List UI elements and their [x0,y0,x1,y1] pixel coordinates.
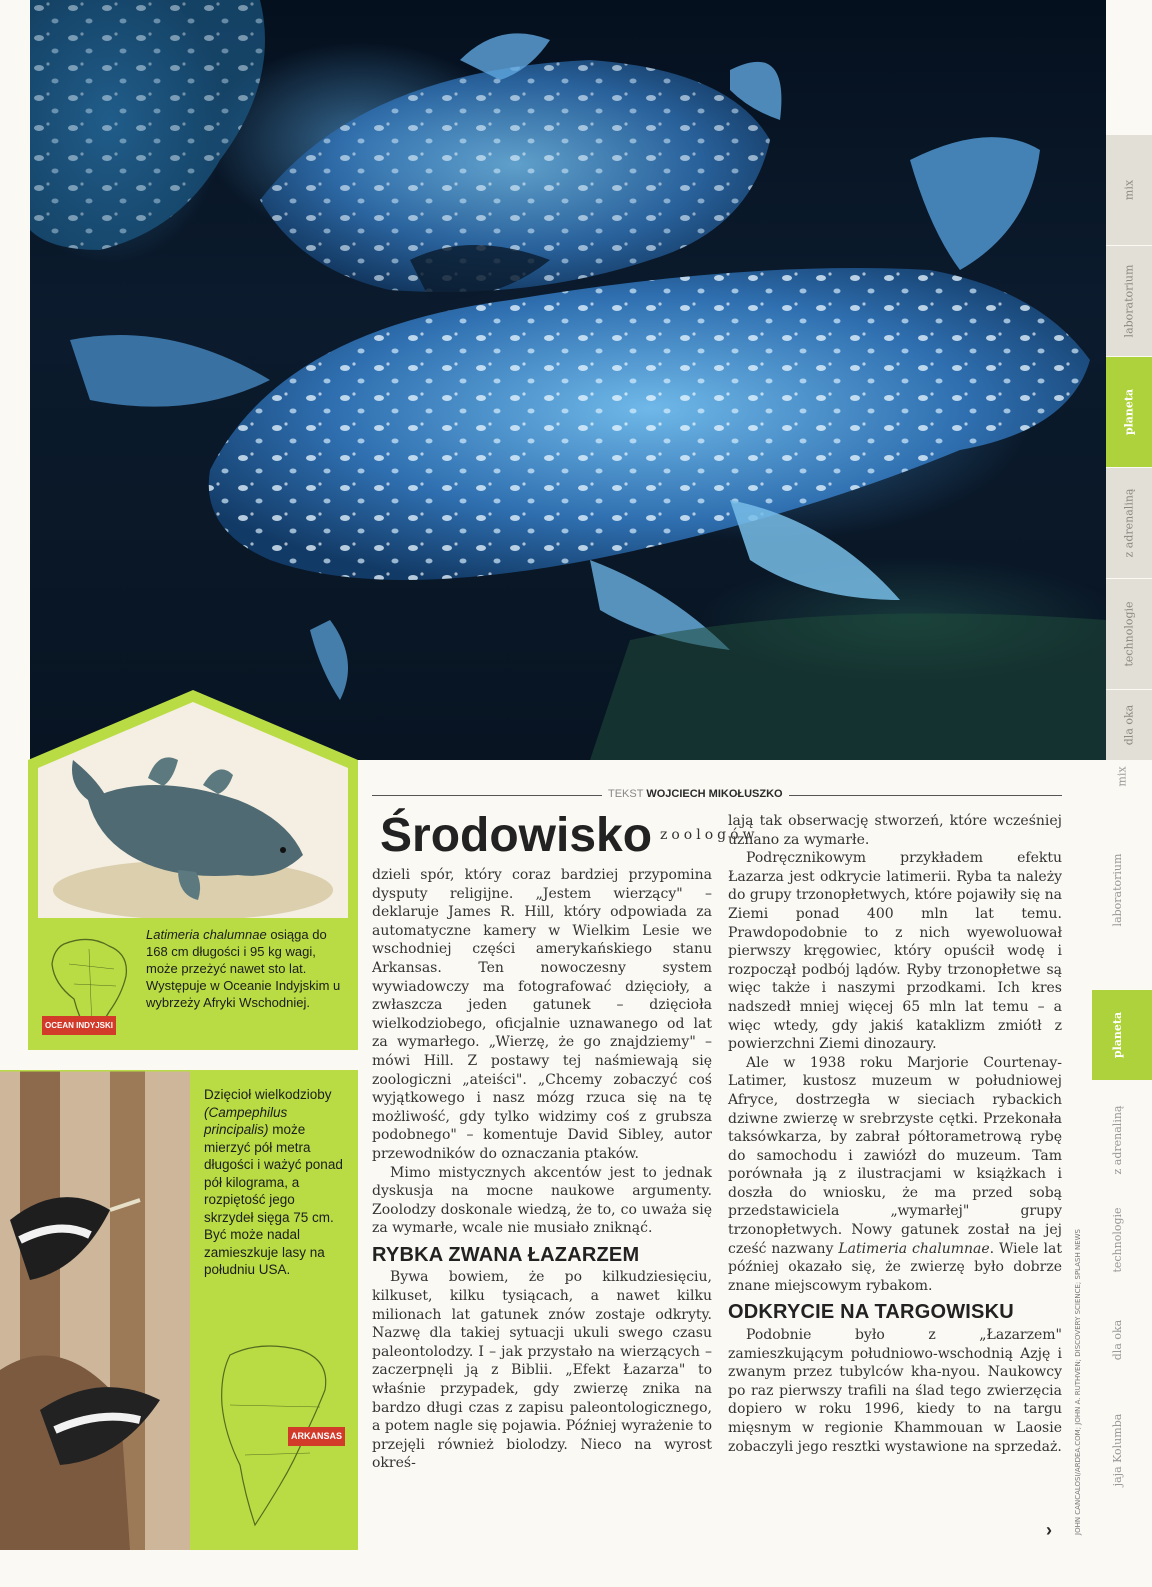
paragraph: Ale w 1938 roku Marjorie Courtenay-Latimer, kustosz muzeum w południowej Afryce, dostrzegła w sieciach rybackich dziwne zwierzę w srebrzyste cętki. Przekonała taksówkarza, by zabrał półtorametrową rybę do samochodu i zawiózł do muzeum. Tam porównała ją z ilustracjami w książkach i doszła do wniosku, że ma przed sobą przedstawiciela „wymarłej" grupy trzonopłetwych. Nowy gatunek został na jej cześć nazwany Latimeria chalumnae. Wiele lat później okazało się, że zwierzę było dobrze znane miejscowym rybakom. [728,1054,1062,1294]
article-column-1 [372,808,759,1553]
paragraph: Bywa bowiem, że po kilkudziesięciu, kilkuset, kilku tysiącach, a nawet kilku milionach lat gatunek znów zostaje odkryty. Nazwę dla takiej sytuacji ukuli swego czasu paleontolodzy. I – jak przystało na wierzących – zaczerpnęli ją z Biblii. „Efekt Łazarza" to właśnie przypadek, gdy zwierzę znika na bardzo długi czas z zapisu paleontologicznego, a potem nagle się pojawia. Później wyrażenie to przejęli również biolodzy. Nieco na wyrost okreś- [372,1269,712,1472]
paragraph: dzieli spór, który coraz bardziej przypomina dysputy religijne. „Jestem wierzący" – deklaruje James R. Hill, który odpowiada za automatyczne kamery w Wielkim Lesie we wschodniej części amerykańskiego stanu Arkansas. Ten nowoczesny system wywiadowczy ma fotografować dzięcioły, a zwłaszcza jeden gatunek – dzięcioła wielkodziobego, oficjalnie uznawanego od lat za wymarłego. „Wierzę, że go znajdziemy" – mówi Hill. Z postawy tej naśmiewają się zoologiczni „ateiści". „Chcemy zobaczyć coś wyjątkowego i nasz mózg rzuca się na tę możliwość, gdy tylko widzimy coś z grubsza podobnego" – komentuje David Sibley, autor przewodników do oznaczania ptaków. [372,867,712,1162]
tab-adrenalina-lower[interactable]: z adrenaliną [1111,1105,1124,1175]
tab-dla-oka[interactable]: dla oka [1106,690,1152,761]
species-name: Latimeria chalumnae [838,1240,990,1257]
paragraph: lają tak obserwację stworzeń, które wcześniej uznano za wymarłe. [728,813,1062,848]
coelacanth-box [28,690,358,1050]
paragraph: Podobnie było z „Łazarzem" zamieszkującym południowo-wschodnią Azję i zwanym przez tubylców kha-nyou. Naukowcy po raz pierwszy trafili na ślad tego zwierzęcia dopiero w roku 1996, kiedy to na targu mięsnym w regionie Khammouan w Laosie zobaczyli jego resztki wystawione na sprzedaż. [728,1327,1062,1455]
hero-photo-coelacanth [30,0,1106,760]
tab-technologie-lower[interactable]: technologie [1111,1207,1124,1273]
woodpecker-caption-a: Dzięcioł wielkodzioby [204,1087,332,1102]
tab-jaja-kolumba[interactable]: jaja Kolumba [1111,1413,1124,1487]
byline-row [372,788,1062,802]
article-title: Środowisko [380,809,653,862]
woodpecker-species: (Campephilus principalis) [204,1104,288,1137]
woodpecker-box [0,1070,358,1550]
byline-author: WOJCIECH MIKOŁUSZKO [646,788,783,800]
photo-credit: JOHN CANCALOSI/ARDEA.COM; JOHN A. RUTHVEN; DISCOVERY SCIENCE; SPLASH NEWS [1074,1229,1082,1535]
woodpecker-caption-b: może mierzyć pół metra długości i ważyć ponad pół kilograma, a rozpiętość jego skrzydeł sięga 75 cm. Być może nadal zamieszkuje lasy na południu USA. [204,1122,343,1277]
side-index-lower [1098,760,1152,1560]
article-column-2 [728,812,1062,1557]
map-label-indian-ocean: OCEAN INDYJSKI [42,1016,116,1035]
byline [602,788,789,800]
tab-dla-oka-lower[interactable]: dla oka [1111,1319,1124,1361]
tab-laboratorium-lower[interactable]: laboratorium [1111,853,1124,927]
woodpecker-caption-box [190,1070,358,1550]
caption-species: Latimeria chalumnae [146,927,267,942]
woodpecker-caption [204,1086,344,1279]
coelacanth-caption [146,926,346,1011]
caption-text: osiąga do 168 cm długości i 95 kg wagi, może przeżyć nawet sto lat. Występuje w Oceanie Indyjskim u wybrzeży Afryki Wschodniej. [146,927,341,1010]
paragraph: Podręcznikowym przykładem efektu Łazarza jest odkrycie latimerii. Ryba ta należy do grupy trzonopłetwych, które pojawiły się na Ziemi ponad 400 mln lat temu. Prawdopodobnie to z nich wyewoluował pierwszy kręgowiec, który opuścił wodę i rozpoczął podbój lądów. Ryby trzonopłetwe są więc także i naszymi przodkami. Ich kres nadszedł mniej więcej 65 mln lat temu – a więc wtedy, gdy jakiś kataklizm zmiótł z powierzchni Ziemi dinozaury. [728,850,1062,1053]
coelacanth-drawing [28,690,358,930]
continue-arrow[interactable]: › [1046,1520,1052,1540]
subheading-odkrycie: ODKRYCIE NA TARGOWISKU [728,1301,1014,1324]
headline-row [372,808,759,866]
subheading-rybka: RYBKA ZWANA ŁAZARZEM [372,1243,640,1266]
tab-planeta[interactable]: planeta [1106,357,1152,468]
tab-laboratorium[interactable]: laboratorium [1106,246,1152,357]
coelacanth-illustration [30,0,1106,760]
tab-z-adrenalina[interactable]: z adrenaliną [1106,468,1152,579]
tab-technologie[interactable]: technologie [1106,579,1152,690]
byline-prefix: TEKST [608,788,644,800]
tab-mix-lower[interactable]: mix [1115,766,1129,787]
tab-planeta-lower-label: planeta [1111,1011,1124,1059]
tab-mix[interactable]: mix [1106,135,1152,246]
map-label-arkansas: ARKANSAS [288,1427,345,1446]
title-continuation: zoologów [660,827,759,843]
coelacanth-caption-box [28,918,358,1050]
woodpecker-painting [0,1070,200,1550]
paragraph: Mimo mistycznych akcentów jest to jednak dyskusja na mocne naukowe argumenty. Zoolodzy doskonale wiedzą, że to, co uważa się za wymarłe, wcale nie musiało zniknąć. [372,1164,712,1237]
